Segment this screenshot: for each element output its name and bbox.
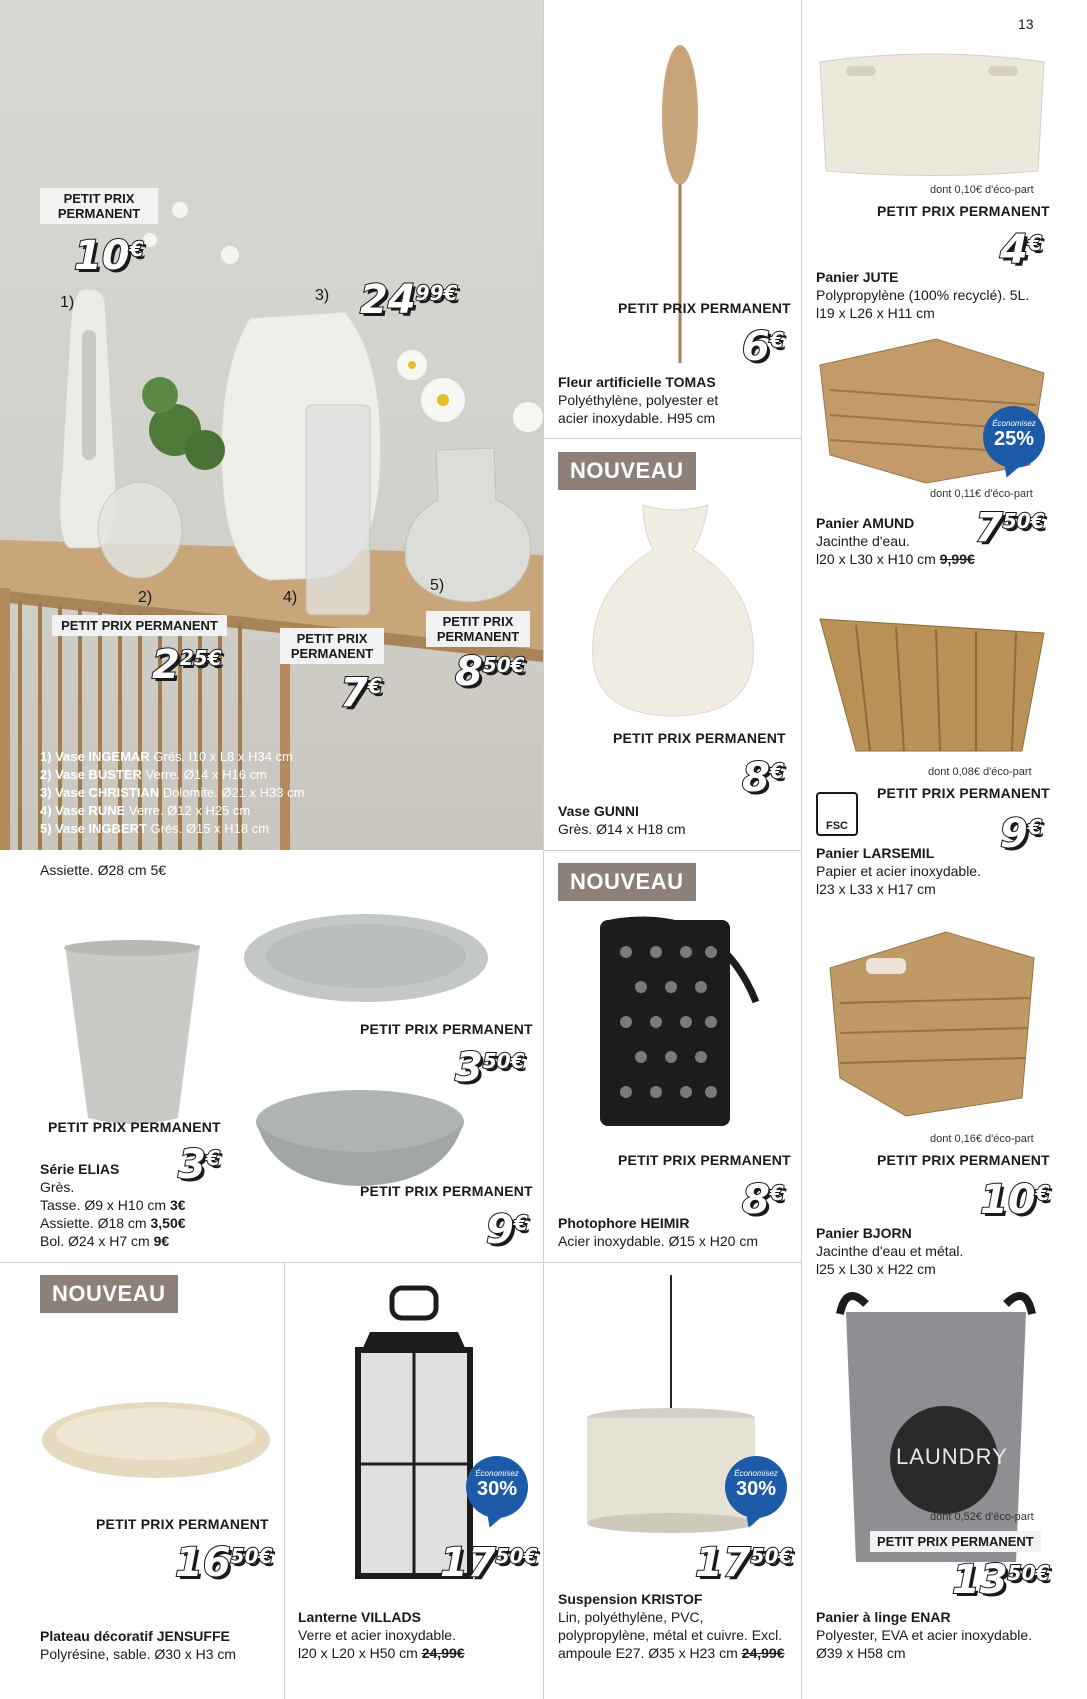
petit-prix-label: PETIT PRIX PERMANENT	[52, 615, 227, 636]
hero-photo	[0, 0, 543, 850]
basket-jute-illustration	[816, 46, 1048, 178]
product-info: Photophore HEIMIR Acier inoxydable. Ø15 x H20 cm	[558, 1215, 758, 1249]
product-info: Vase GUNNI Grès. Ø14 x H18 cm	[558, 803, 686, 837]
petit-prix-label: PETIT PRIX PERMANENT	[618, 1152, 791, 1168]
eco-part: dont 0,16€ d'éco-part	[930, 1133, 1034, 1145]
nouveau-badge: NOUVEAU	[558, 863, 696, 901]
price-tag: 8€	[742, 755, 784, 801]
price-tag: 1650€	[175, 1540, 273, 1586]
divider	[543, 850, 801, 851]
petit-prix-label: PETIT PRIX PERMANENT	[96, 1516, 269, 1532]
cup-illustration	[60, 940, 205, 1130]
price-tag: 9€	[486, 1207, 528, 1253]
discount-badge: Économisez 25%	[983, 406, 1045, 468]
bowl-illustration	[255, 1088, 465, 1188]
petit-prix-label: PETIT PRIX PERMANENT	[48, 1119, 221, 1135]
laundry-text: LAUNDRY	[896, 1444, 1008, 1469]
discount-badge: Économisez 30%	[466, 1456, 528, 1518]
price-tag: 10€	[74, 233, 144, 279]
eco-part: dont 0,11€ d'éco-part	[930, 488, 1033, 500]
price-tag: 3€	[178, 1142, 220, 1188]
pampas-flower-illustration	[650, 45, 710, 365]
price-tag: 10€	[980, 1177, 1050, 1223]
eco-part: dont 0,08€ d'éco-part	[928, 766, 1032, 778]
petit-prix-label: PETIT PRIX PERMANENT	[360, 1183, 533, 1199]
nouveau-badge: NOUVEAU	[40, 1275, 178, 1313]
price-tag: 8€	[742, 1177, 784, 1223]
product-info: Plateau décoratif JENSUFFE Polyrésine, sable. Ø30 x H3 cm	[40, 1628, 237, 1662]
product-info: Lanterne VILLADS Verre et acier inoxydable. l20 x L20 x H50 cm 24,99€	[298, 1609, 465, 1661]
product-info: Panier LARSEMIL Papier et acier inoxydable. l23 x L33 x H17 cm	[816, 845, 981, 897]
petit-prix-label: PETIT PRIX PERMANENT	[877, 203, 1050, 219]
legend-row: 4) Vase RUNE Verre. Ø12 x H25 cm	[40, 803, 251, 818]
lantern-illustration	[352, 1284, 477, 1580]
product-info: Panier JUTE Polypropylène (100% recyclé). 5L. l19 x L26 x H11 cm	[816, 269, 1030, 321]
tray-illustration	[40, 1398, 272, 1480]
petit-prix-label: PETIT PRIX PERMANENT	[870, 1531, 1041, 1552]
product-info: Panier BJORN Jacinthe d'eau et métal. l25 x L30 x H22 cm	[816, 1225, 964, 1277]
vase-scene-illustration	[0, 0, 543, 850]
basket-bjorn-illustration	[826, 928, 1038, 1118]
price-tag: 2499€	[360, 277, 458, 323]
vase-label: 2)	[138, 589, 153, 606]
fsc-logo: FSC	[816, 792, 858, 836]
divider	[543, 438, 801, 439]
price-tag: 350€	[455, 1045, 525, 1091]
divider	[0, 1262, 801, 1263]
divider	[801, 0, 802, 1699]
product-info: Suspension KRISTOF Lin, polyéthylène, PVC, polypropylène, métal et cuivre. Excl. ampoule E27. Ø35 x H23 cm 24,99€	[558, 1591, 785, 1661]
petit-prix-label: PETIT PRIX PERMANENT	[877, 785, 1050, 801]
photophore-illustration	[596, 912, 766, 1130]
divider	[284, 1262, 285, 1699]
legend-row: 3) Vase CHRISTIAN Dolomite. Ø21 x H33 cm	[40, 785, 305, 800]
price-tag: 6€	[742, 324, 784, 370]
petit-prix-label: PETIT PRIX PERMANENT	[618, 300, 791, 316]
plate-illustration	[242, 912, 490, 1004]
petit-prix-label: PETIT PRIX PERMANENT	[280, 628, 384, 664]
product-info: Panier AMUND Jacinthe d'eau. l20 x L30 x H10 cm 9,99€	[816, 515, 975, 567]
basket-larsemil-illustration	[816, 605, 1048, 755]
eco-part: dont 0,52€ d'éco-part	[930, 1511, 1034, 1523]
price-tag: 1750€	[440, 1540, 538, 1586]
legend-row: 1) Vase INGEMAR Grès. l10 x L8 x H34 cm	[40, 749, 293, 764]
petit-prix-label: PETIT PRIX PERMANENT	[426, 611, 530, 647]
legend-row: 5) Vase INGBERT Grès. Ø15 x H18 cm	[40, 821, 270, 836]
price-tag: 1750€	[695, 1540, 793, 1586]
price-tag: 9€	[1000, 811, 1042, 857]
petit-prix-label: PETIT PRIX PERMANENT	[877, 1152, 1050, 1168]
vase-legend	[40, 748, 304, 838]
product-info: Fleur artificielle TOMAS Polyéthylène, polyester et acier inoxydable. H95 cm	[558, 374, 719, 426]
price-tag: 4€	[1000, 227, 1042, 273]
price-tag: 7€	[340, 670, 382, 716]
page-number: 13	[1018, 16, 1034, 32]
discount-badge: Économisez 30%	[725, 1456, 787, 1518]
legend-row: 2) Vase BUSTER Verre. Ø14 x H16 cm	[40, 767, 267, 782]
nouveau-badge: NOUVEAU	[558, 452, 696, 490]
vase-label: 3)	[315, 287, 330, 304]
price-tag: 750€	[975, 505, 1045, 551]
plate-note: Assiette. Ø28 cm 5€	[40, 862, 167, 878]
vase-label: 1)	[60, 294, 75, 311]
eco-part: dont 0,10€ d'éco-part	[930, 184, 1034, 196]
price-tag: 850€	[455, 649, 525, 695]
price-tag: 225€	[152, 642, 222, 688]
petit-prix-label: PETIT PRIX PERMANENT	[40, 188, 158, 224]
vase-label: 5)	[430, 577, 445, 594]
petit-prix-label: PETIT PRIX PERMANENT	[613, 730, 786, 746]
vase-gunni-illustration	[588, 500, 758, 718]
vase-label: 4)	[283, 589, 298, 606]
product-info: Panier à linge ENAR Polyester, EVA et acier inoxydable. Ø39 x H58 cm	[816, 1609, 1033, 1661]
product-info: Série ELIAS Grès. Tasse. Ø9 x H10 cm 3€ Assiette. Ø18 cm 3,50€ Bol. Ø24 x H7 cm 9€	[40, 1161, 186, 1249]
petit-prix-label: PETIT PRIX PERMANENT	[360, 1021, 533, 1037]
price-tag: 1350€	[952, 1557, 1050, 1603]
